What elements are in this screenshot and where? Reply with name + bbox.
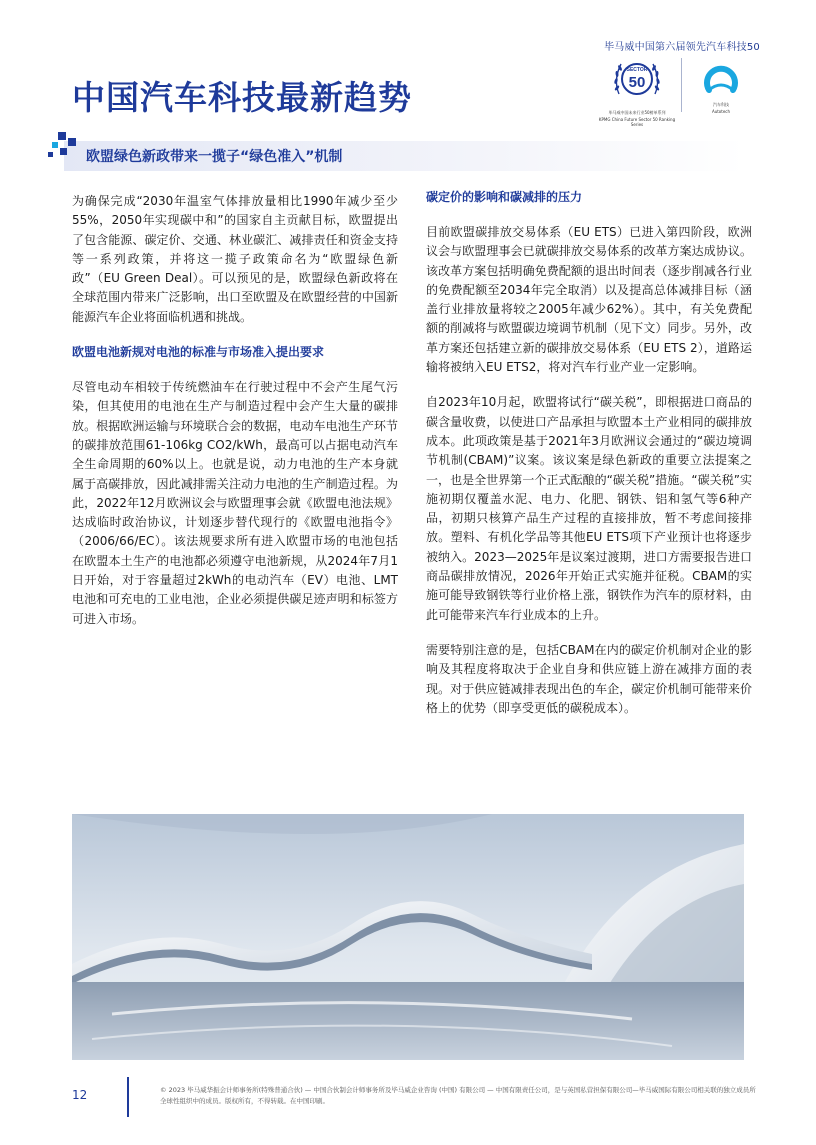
sector-logo-word: SECTOR <box>626 67 648 73</box>
battery-regulation-subhead: 欧盟电池新规对电池的标准与市场准入提出要求 <box>72 345 325 360</box>
autotech-caption-en: Autotech <box>711 109 731 114</box>
squares-motif-icon <box>48 128 80 160</box>
logo-divider <box>681 58 682 112</box>
curved-bridge-image <box>72 814 744 1060</box>
eu-ets-paragraph: 目前欧盟碳排放交易体系（EU ETS）已进入第四阶段，欧洲议会与欧盟理事会已就碳排放交易体系的改革方案达成协议。该改革方案包括明确免费配额的退出时间表（逐步削减各行业的免费配额至2034年完全取消）以及提高总体减排目标（涵盖行业排放量将较之2005年减少62%）。其中，有关免费配额的削减将与欧盟碳边境调节机制（见下文）同步。另外，改革方案还包括建立新的碳排放交易体系（EU ETS 2），道路运输将被纳入EU ETS2，将对汽车行业产业一定影响。 <box>426 225 752 375</box>
autotech-caption-cn: 汽车科技 <box>713 102 729 107</box>
section-title: 欧盟绿色新政带来一揽子“绿色准入”机制 <box>86 149 343 165</box>
sector-50-logo <box>598 54 676 127</box>
autotech-logo <box>694 56 748 114</box>
sector-logo-caption-cn: 毕马威中国未来行业50榜单系列 <box>608 110 666 115</box>
page-number: 12 <box>72 1088 88 1102</box>
cbam-paragraph: 自2023年10月起，欧盟将试行“碳关税”，即根据进口商品的碳含量收费，以使进口产品承担与欧盟本土产业相同的碳排放成本。此项政策是基于2021年3月欧洲议会通过的“碳边境调节机制(CBAM)”议案。该议案是绿色新政的重要立法提案之一，也是全世界第一个正式酝酿的“碳关税”措施。“碳关税”实施初期仅覆盖水泥、电力、化肥、钢铁、铝和氢气等6种产品，初期只核算产品生产过程的直接排放，暂不考虑间接排放。塑料、有机化学品等其他EU ETS项下产业预计也将逐步被纳入。2023—2025年是议案过渡期，进口方需要报告进口商品碳排放情况，2026年开始正式实施并征税。CBAM的实施可能导致钢铁等行业价格上涨，钢铁作为汽车的原材料，由此可能带来汽车行业成本的上升。 <box>426 395 752 622</box>
battery-regulation-paragraph: 尽管电动车相较于传统燃油车在行驶过程中不会产生尾气污染，但其使用的电池在生产与制造过程中会产生大量的碳排放。根据欧洲运输与环境联合会的数据，电动车电池生产环节的碳排放范围61-106kg CO2/kWh，最高可以占据电动汽车全生命周期的60%以上。也就是说，动力电池的生产本身就属于高碳排放，因此减排需关注动力电池的生产制造过程。为此，2022年12月欧洲议会与欧盟理事会就《欧盟电池法规》达成临时政治协议，计划逐步替代现行的《欧盟电池指令》（2006/66/EC）。该法规要求所有进入欧盟市场的电池包括在欧盟本土生产的电池都必须遵守电池新规，从2024年7月1日开始，对于容量超过2kWh的电动汽车（EV）电池、LMT电池和可充电的工业电池，企业必须提供碳足迹声明和标签方可进入市场。 <box>72 380 398 626</box>
header-logos <box>598 54 768 127</box>
header-report-title: 毕马威中国第六届领先汽车科技50 <box>604 42 760 53</box>
autotech-arch-icon <box>701 56 741 96</box>
intro-paragraph: 为确保完成“2030年温室气体排放量相比1990年减少至少55%，2050年实现碳中和”的国家自主贡献目标，欧盟提出了包含能源、碳定价、交通、林业碳汇、减排责任和资金支持等一系列政策，并将这一揽子政策命名为“欧盟绿色新政”（EU Green Deal）。可以预见的是，欧盟绿色新政将在全球范围内带来广泛影响，出口至欧盟及在欧盟经营的中国新能源汽车企业将面临机遇和挑战。 <box>72 194 398 324</box>
sector-logo-number: 50 <box>628 74 646 91</box>
laurel-emblem-icon <box>609 54 665 104</box>
left-column <box>72 192 398 645</box>
copyright-notice: © 2023 毕马威华振会计师事务所(特殊普通合伙) — 中国合伙制会计师事务所及毕马威企业咨询 (中国) 有限公司 — 中国有限责任公司，是与英国私营担保有限公司—毕马威国际有限公司相关联的独立成员所全球性组织中的成员。版权所有，不得转载。在中国印刷。 <box>160 1086 756 1105</box>
footer-divider <box>127 1077 129 1117</box>
architecture-photo <box>72 814 744 1060</box>
page-title: 中国汽车科技最新趋势 <box>72 78 412 117</box>
supply-chain-paragraph: 需要特别注意的是，包括CBAM在内的碳定价机制对企业的影响及其程度将取决于企业自身和供应链上游在减排方面的表现。对于供应链减排表现出色的车企，碳定价机制可能带来价格上的优势（即享受更低的碳税成本）。 <box>426 642 752 715</box>
sector-logo-caption-en: KPMG China Future Sector 50 Ranking Series <box>598 117 676 127</box>
right-column <box>426 188 752 734</box>
carbon-pricing-subhead: 碳定价的影响和碳减排的压力 <box>426 190 583 204</box>
